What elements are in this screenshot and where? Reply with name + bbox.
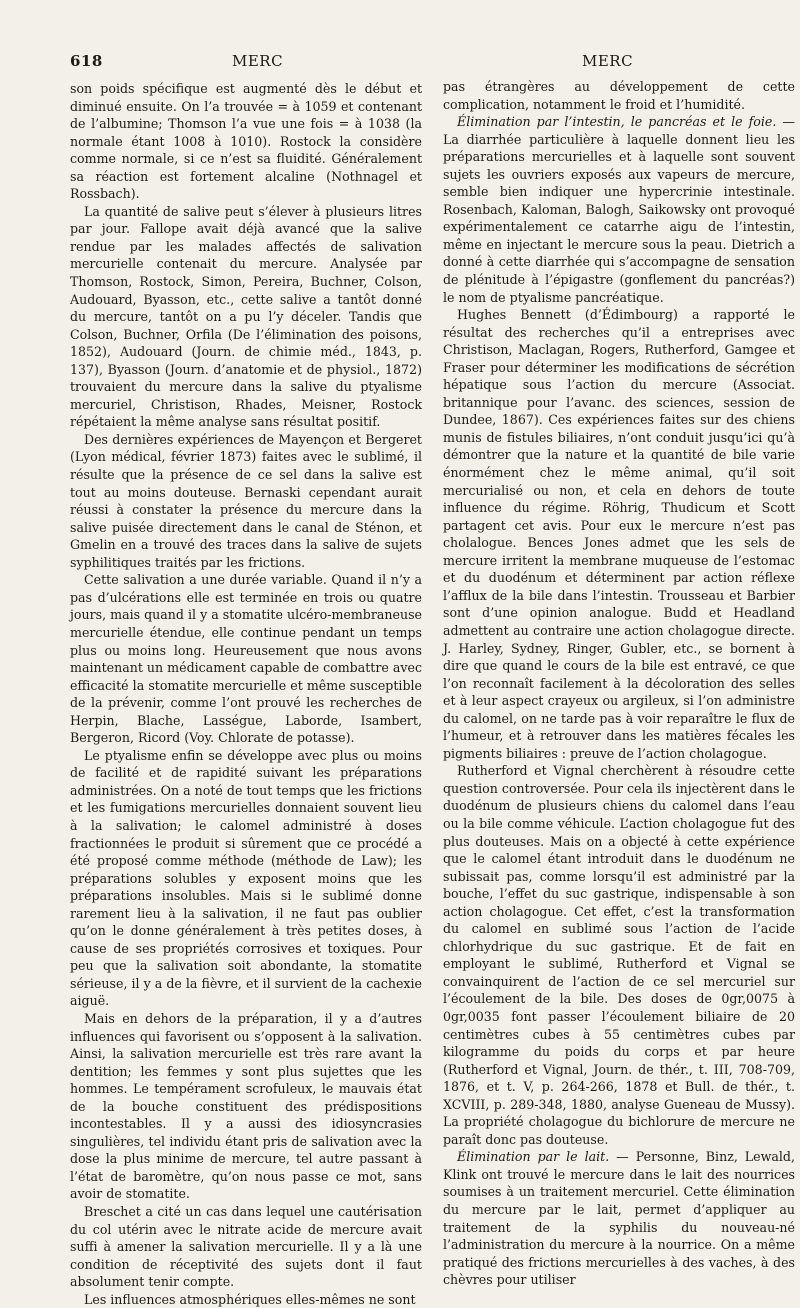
- section-paragraph: [443, 1148, 795, 1288]
- paragraph: Des dernières expériences de Mayençon et Bergeret (Lyon médical, février 1873) faites avec le sublimé, il résulte que la présence de ce sel dans la salive est tout au moins douteuse. Bernaski cependant aurait réussi à constater la présence du mercure dans la salive puisée directement dans le canal de Sténon, et Gmelin en a trouvé des traces dans la salive de sujets syphilitiques traités par les frictions.: [70, 431, 422, 570]
- paragraph: Mais en dehors de la préparation, il y a d’autres influences qui favorisent ou s’opposent à la salivation. Ainsi, la salivation mercurielle est très rare avant la dentition; les femmes y sont plus sujettes que les hommes. Le tempérament scrofuleux, le mauvais état de la bouche constituent des prédispositions incontestables. Il y a aussi des idiosyncrasies singulières, tel individu étant pris de salivation avec la dose la plus minime de mercure, tel autre passant à l’état de baromètre, qu’on nous passe ce mot, sans avoir de stomatite.: [70, 1010, 422, 1202]
- paragraph: Cette salivation a une durée variable. Quand il n’y a pas d’ulcérations elle est terminée en trois ou quatre jours, mais quand il y a stomatite ulcéro-membraneuse mercurielle étendue, elle continue pendant un temps plus ou moins long. Heureusement que nous avons maintenant un médicament capable de combattre avec efficacité la stomatite mercurielle et même susceptible de la prévenir, comme l’ont prouvé les recherches de Herpin, Blache, Lasségue, Laborde, Isambert, Bergeron, Ricord (Voy. Chlorate de potasse).: [70, 572, 422, 746]
- section-paragraph: [443, 113, 795, 306]
- running-title-left: MERC: [232, 52, 284, 70]
- section-heading-intestin: Élimination par l’intestin, le pancréas et le foie. —: [457, 114, 795, 130]
- section-text: La diarrhée particulière à laquelle donnent lieu les préparations mercurielles et à laquelle sont souvent sujets les ouvriers exposés aux vapeurs de mercure, semble bien indiquer une hypercrinie intestinale. Rosenbach, Kaloman, Balogh, Saikowsky ont provoqué expérimentalement ce catarrhe aigu de l’intestin, même en injectant le mercure sous la peau. Dietrich a donné à cette diarrhée qui s’accompagne de sensation de plénitude à l’épigastre (gonflement du pancréas?) le nom de ptyalisme pancréatique.: [443, 131, 795, 305]
- left-column: [70, 80, 422, 1308]
- section-heading-lait: Élimination par le lait. —: [457, 1149, 629, 1165]
- page-number: 618: [70, 52, 103, 70]
- paragraph: Le ptyalisme enfin se développe avec plus ou moins de facilité et de rapidité suivant les préparations administrées. On a noté de tout temps que les frictions et les fumigations mercurielles donnaient souvent lieu à la salivation; le calomel administré à doses fractionnées le produit si sûrement que ce procédé a été proposé comme méthode (méthode de Law); les préparations solubles y exposent moins que les préparations insolubles. Mais si le sublimé donne rarement lieu à la salivation, il ne faut pas oublier qu’on le donne généralement à très petites doses, à cause de ses propriétés corrosives et toxiques. Pour peu que la salivation soit abondante, la stomatite sérieuse, il y a de la fièvre, et il survient de la cachexie aiguë.: [70, 747, 422, 1009]
- paragraph: La quantité de salive peut s’élever à plusieurs litres par jour. Fallope avait déjà avancé que la salive rendue par les malades affectés de salivation mercurielle contenait du mercure. Analysée par Thomson, Rostock, Simon, Pereira, Buchner, Colson, Audouard, Byasson, etc., cette salive a tantôt donné du mercure, tantôt on a pu l’y déceler. Tandis que Colson, Buchner, Orfila (De l’élimination des poisons, 1852), Audouard (Journ. de chimie méd., 1843, p. 137), Byasson (Journ. d’anatomie et de physiol., 1872) trouvaient du mercure dans la salive du ptyalisme mercuriel, Christison, Rhades, Meisner, Rostock répétaient la même analyse sans résultat positif.: [70, 203, 422, 430]
- paragraph: Rutherford et Vignal cherchèrent à résoudre cette question controversée. Pour cela ils injectèrent dans le duodénum de plusieurs chiens du calomel dans l’eau ou la bile comme véhicule. L’action cholagogue fut des plus douteuses. Mais on a objecté à cette expérience que le calomel étant introduit dans le duodénum ne subissait pas, comme lorsqu’il est administré par la bouche, l’effet du suc gastrique, indispensable à son action cholagogue. Cet effet, c’est la transformation du calomel en sublimé sous l’action de l’acide chlorhydrique du suc gastrique. Et de fait en employant le sublimé, Rutherford et Vignal se convainquirent de l’action de ce sel mercuriel sur l’écoulement de la bile. Des doses de 0gr,0075 à 0gr,0035 font passer l’écoulement biliaire de 20 centimètres cubes à 55 centimètres cubes par kilogramme du poids du corps et par heure (Rutherford et Vignal, Journ. de thér., t. III, 708-709, 1876, et t. V, p. 264-266, 1878 et Bull. de thér., t. XCVIII, p. 289-348, 1880, analyse Gueneau de Mussy). La propriété cholagogue du bichlorure de mercure ne paraît donc pas douteuse.: [443, 763, 795, 1147]
- paragraph: Les influences atmosphériques elles-mêmes ne sont: [84, 1291, 416, 1307]
- section-text: Personne, Binz, Lewald, Klink ont trouvé le mercure dans le lait des nourrices soumises à un traitement mercuriel. Cette élimination du mercure par le lait, permet d’appliquer au traitement de la syphilis du nouveau-né l’administration du mercure à la nourrice. On a même pratiqué des frictions mercurielles à des vaches, à des chèvres pour utiliser: [443, 1149, 795, 1288]
- running-title-right: MERC: [582, 52, 634, 70]
- paragraph: Breschet a cité un cas dans lequel une cautérisation du col utérin avec le nitrate acide de mercure avait suffi à amener la salivation mercurielle. Il y a là une condition de réceptivité des sujets dont il faut absolument tenir compte.: [70, 1204, 422, 1290]
- paragraph: pas étrangères au développement de cette complication, notamment le froid et l’humidité.: [443, 79, 795, 112]
- right-column: [443, 78, 795, 1289]
- paragraph: son poids spécifique est augmenté dès le début et diminué ensuite. On l’a trouvée = à 1059 et contenant de l’albumine; Thomson l’a vue une fois = à 1038 (la normale étant 1008 à 1010). Rostock la considère comme normale, si ce n’est sa fluidité. Généralement sa réaction est fortement alcaline (Nothnagel et Rossbach).: [70, 81, 422, 202]
- paragraph: Hughes Bennett (d’Édimbourg) a rapporté le résultat des recherches qu’il a entreprises avec Christison, Maclagan, Rogers, Rutherford, Gamgee et Fraser pour déterminer les modifications de sécrétion hépatique sous l’action du mercure (Associat. britannique pour l’avanc. des sciences, session de Dundee, 1867). Ces expériences faites sur des chiens munis de fistules biliaires, n’ont conduit jusqu’ici qu’à démontrer que la nature et la quantité de bile varie énormément chez le même animal, qu’il soit mercurialisé ou non, et cela en dehors de toute influence du régime. Röhrig, Thudicum et Scott partagent cet avis. Pour eux le mercure n’est pas cholalogue. Bences Jones admet que les sels de mercure irritent la membrane muqueuse de l’estomac et du duodénum et déterminent par action réflexe l’afflux de la bile dans l’intestin. Trousseau et Barbier sont d’une opinion analogue. Budd et Headland admettent au contraire une action cholagogue directe. J. Harley, Sydney, Ringer, Gubler, etc., se bornent à dire que quand le cours de la bile est entravé, ce que l’on reconnaît facilement à la décoloration des selles et à leur aspect crayeux ou argileux, si l’on administre du calomel, on ne tarde pas à voir reparaître le flux de l’humeur, et à retrouver dans les matières fécales les pigments biliaires : preuve de l’action cholagogue.: [443, 307, 795, 761]
